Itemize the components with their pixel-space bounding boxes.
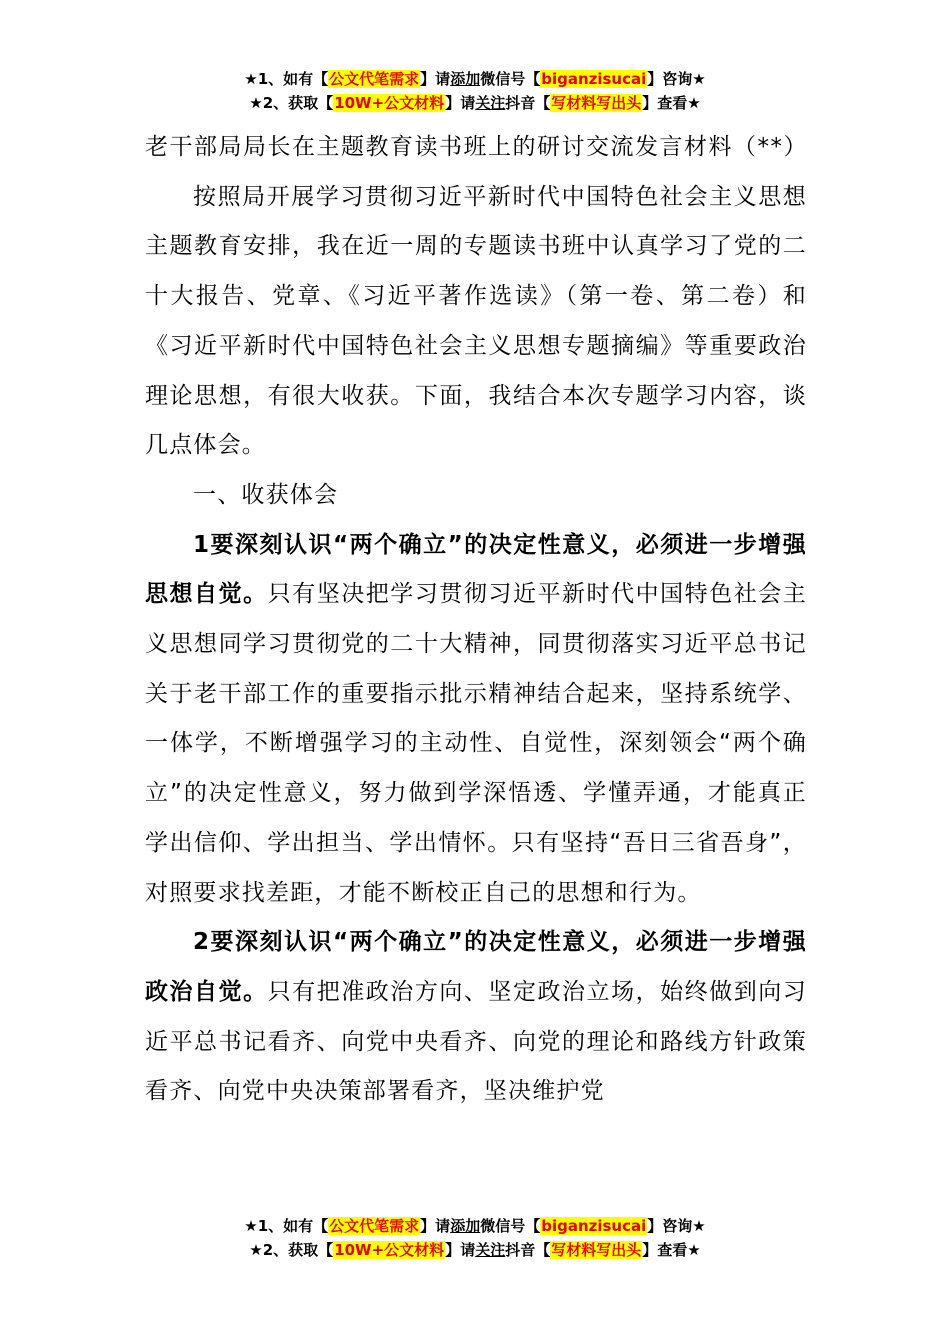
point-1-paragraph (145, 521, 807, 919)
section-heading-1: 一、收获体会 (193, 481, 339, 508)
point-2-paragraph (145, 918, 807, 1117)
document-body (145, 123, 807, 1117)
point-2-heading: 2要深刻认识“两个确立”的决定性意义，必须进一步增强政治自觉。 (145, 929, 807, 1005)
point-1-heading: 1要深刻认识“两个确立”的决定性意义，必须进一步增强思想自觉。 (145, 531, 807, 608)
promo-line-2: ★2、获取【10W+公文材料】请关注抖音【写材料写出头】查看★ (249, 94, 701, 112)
promo-line-2-bottom: ★2、获取【10W+公文材料】请关注抖音【写材料写出头】查看★ (249, 1241, 701, 1259)
promo-line-1-bottom: ★1、如有【公文代笔需求】请添加微信号【biganzisucai】咨询★ (244, 1217, 706, 1235)
promo-banner-bottom (0, 1214, 950, 1262)
promo-line-1: ★1、如有【公文代笔需求】请添加微信号【biganzisucai】咨询★ (244, 70, 706, 88)
highlight-materials: 10W+公文材料 (334, 94, 445, 112)
intro-paragraph: 按照局开展学习贯彻习近平新时代中国特色社会主义思想主题教育安排，我在近一周的专题读书班中认真学习了党的二十大报告、党章、《习近平著作选读》（第一卷、第二卷）和《习近平新时代中国特色社会主义思想专题摘编》等重要政治理论思想，有很大收获。下面，我结合本次专题学习内容，谈几点体会。 (145, 183, 807, 459)
highlight-douyin: 写材料写出头 (551, 94, 642, 112)
promo-banner-top (0, 67, 950, 115)
point-1-text: 只有坚决把学习贯彻习近平新时代中国特色社会主义思想同学习贯彻党的二十大精神，同贯彻落实习近平总书记关于老干部工作的重要指示批示精神结合起来，坚持系统学、一体学，不断增强学习的主动性、自觉性，深刻领会“两个确立”的决定性意义，努力做到学深悟透、学懂弄通，才能真正学出信仰、学出担当、学出情怀。只有坚持“吾日三省吾身”，对照要求找差距，才能不断校正自己的思想和行为。 (145, 581, 807, 906)
highlight-service: 公文代笔需求 (329, 70, 420, 88)
point-2-text: 只有把准政治方向、坚定政治立场，始终做到向习近平总书记看齐、向党中央看齐、向党的理论和路线方针政策看齐、向党中央决策部署看齐，坚决维护党 (145, 978, 807, 1105)
highlight-wechat-id: biganzisucai (541, 70, 647, 88)
document-title: 老干部局局长在主题教育读书班上的研讨交流发言材料（**） (145, 134, 808, 160)
